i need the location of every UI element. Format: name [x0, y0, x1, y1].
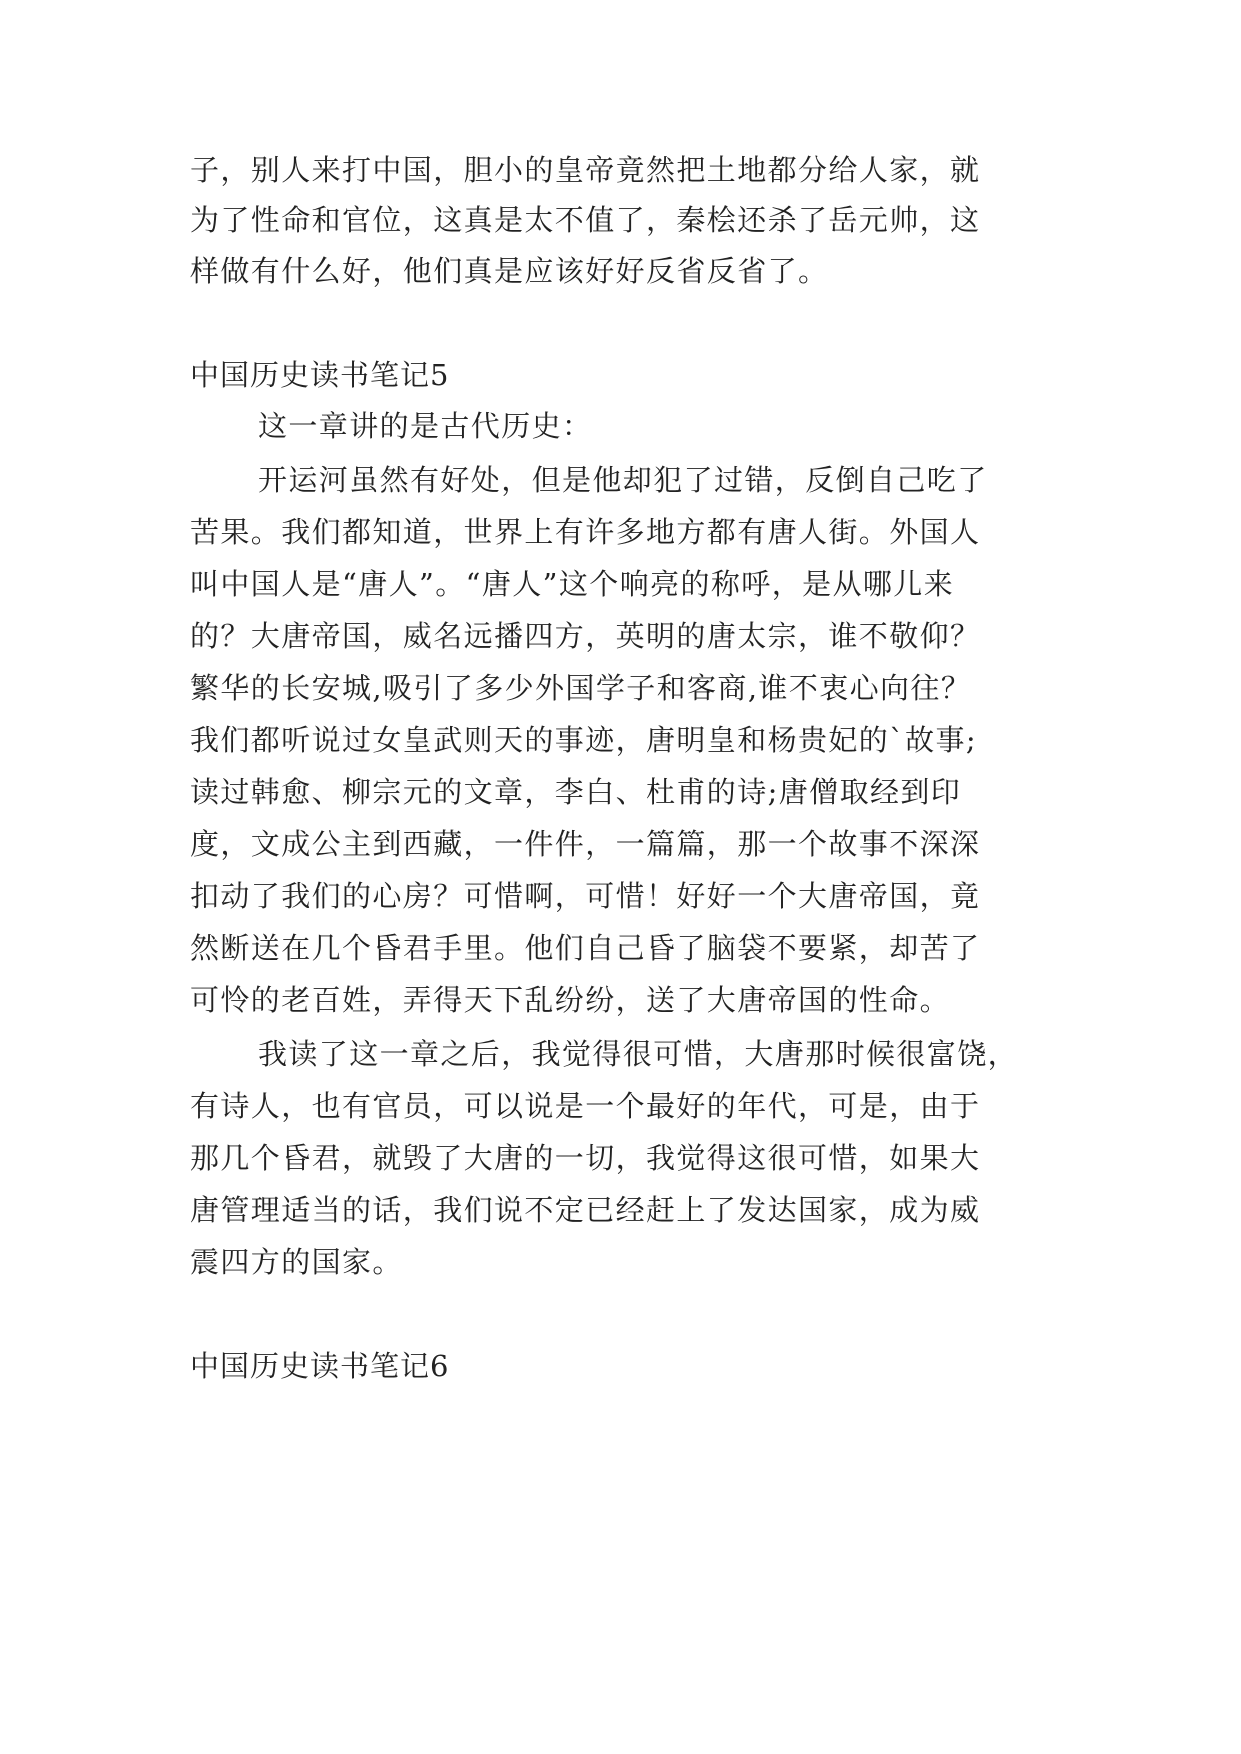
text-line: 读过韩愈、柳宗元的文章，李白、杜甫的诗;唐僧取经到印: [190, 775, 962, 809]
text-line: 苦果。我们都知道，世界上有许多地方都有唐人街。外国人: [190, 515, 981, 549]
text-line: 叫中国人是“唐人”。“唐人”这个响亮的称呼，是从哪儿来: [190, 567, 955, 601]
section-heading: 中国历史读书笔记6: [190, 1349, 450, 1383]
text-line: 唐管理适当的话，我们说不定已经赶上了发达国家，成为威: [190, 1193, 981, 1227]
text-line: 我们都听说过女皇武则天的事迹，唐明皇和杨贵妃的`故事;: [190, 723, 978, 757]
text-line: 扣动了我们的心房？可惜啊，可惜！好好一个大唐帝国，竟: [190, 879, 981, 913]
text-line: 样做有什么好，他们真是应该好好反省反省了。: [190, 254, 829, 288]
text-line: 那几个昏君，就毁了大唐的一切，我觉得这很可惜，如果大: [190, 1141, 981, 1175]
text-line: 的？大唐帝国，威名远播四方，英明的唐太宗，谁不敬仰？: [190, 619, 981, 653]
text-line: 我读了这一章之后，我觉得很可惜，大唐那时候很富饶，: [258, 1037, 1019, 1071]
text-line: 然断送在几个昏君手里。他们自己昏了脑袋不要紧，却苦了: [190, 931, 981, 965]
section-heading: 中国历史读书笔记5: [190, 358, 450, 392]
text-line: 震四方的国家。: [190, 1245, 403, 1279]
text-line: 为了性命和官位，这真是太不值了，秦桧还杀了岳元帅，这: [190, 203, 981, 237]
text-line: 有诗人，也有官员，可以说是一个最好的年代，可是，由于: [190, 1089, 981, 1123]
text-line: 度，文成公主到西藏，一件件，一篇篇，那一个故事不深深: [190, 827, 981, 861]
text-line: 子，别人来打中国，胆小的皇帝竟然把土地都分给人家，就: [190, 153, 981, 187]
text-line: 开运河虽然有好处，但是他却犯了过错，反倒自己吃了: [258, 463, 988, 497]
text-line: 繁华的长安城,吸引了多少外国学子和客商,谁不衷心向往？: [190, 671, 972, 705]
section-intro: 这一章讲的是古代历史：: [258, 409, 593, 443]
text-line: 可怜的老百姓，弄得天下乱纷纷，送了大唐帝国的性命。: [190, 983, 951, 1017]
